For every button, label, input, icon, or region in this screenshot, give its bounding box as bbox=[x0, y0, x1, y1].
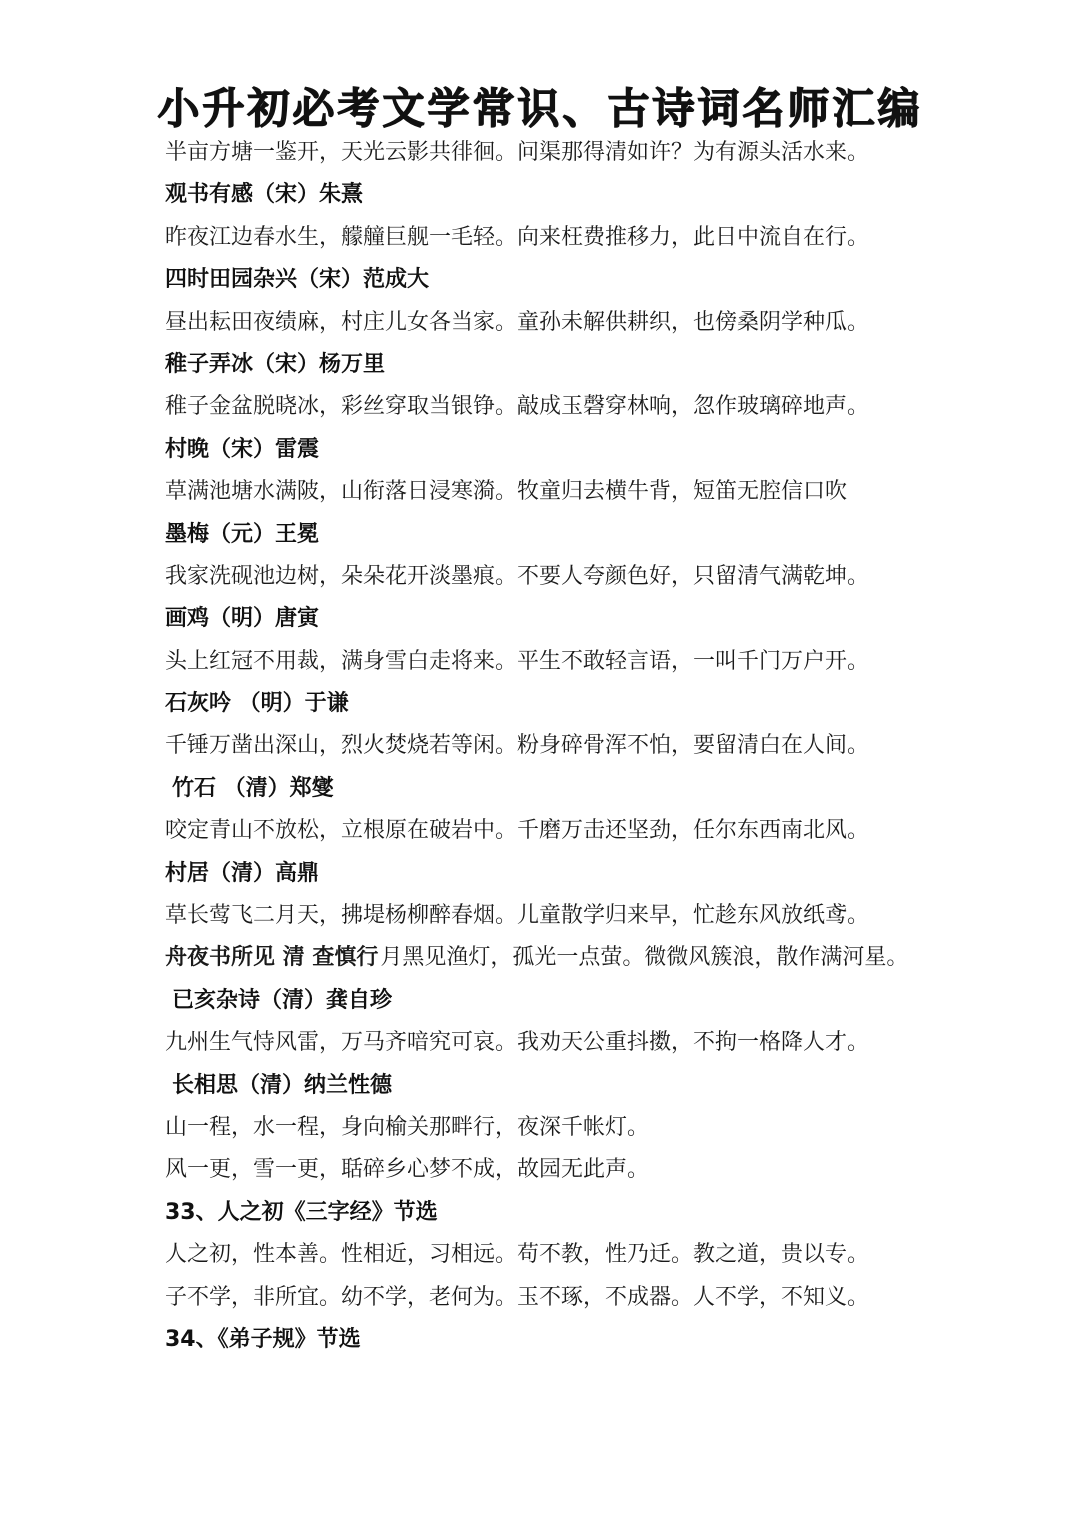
poem-list bbox=[165, 132, 1045, 1361]
verse-line: 子不学，非所宜。幼不学，老何为。玉不琢，不成器。人不学，不知义。 bbox=[165, 1284, 870, 1310]
poem-heading: 长相思（清）纳兰性德 bbox=[172, 1072, 393, 1098]
poem-heading: 墨梅（元）王冕 bbox=[165, 521, 320, 547]
verse-line: 风一更，雪一更，聒碎乡心梦不成，故园无此声。 bbox=[165, 1157, 650, 1183]
poem-heading: 村晚（宋）雷震 bbox=[165, 436, 320, 462]
verse-line: 山一程，水一程，身向榆关那畔行，夜深千帐灯。 bbox=[165, 1114, 650, 1140]
verse-line: 千锤万凿出深山，烈火焚烧若等闲。粉身碎骨浑不怕，要留清白在人间。 bbox=[165, 733, 870, 759]
poem-heading: 村居（清）高鼎 bbox=[165, 860, 320, 886]
verse-line: 头上红冠不用裁，满身雪白走将来。平生不敢轻言语，一叫千门万户开。 bbox=[165, 648, 870, 674]
section-heading: 34、《弟子规》节选 bbox=[165, 1326, 361, 1352]
poem-heading: 石灰吟 （明）于谦 bbox=[165, 691, 349, 717]
poem-heading: 稚子弄冰（宋）杨万里 bbox=[165, 351, 386, 377]
verse-line: 九州生气恃风雷，万马齐喑究可哀。我劝天公重抖擞，不拘一格降人才。 bbox=[165, 1030, 870, 1056]
poem-heading: 画鸡（明）唐寅 bbox=[165, 606, 320, 632]
verse-line: 半亩方塘一鉴开，天光云影共徘徊。问渠那得清如许？为有源头活水来。 bbox=[165, 140, 870, 165]
verse-line: 我家洗砚池边树，朵朵花开淡墨痕。不要人夸颜色好，只留清气满乾坤。 bbox=[165, 563, 870, 589]
page-title: 小升初必考文学常识、古诗词名师汇编 bbox=[157, 84, 923, 133]
poem-heading: 已亥杂诗（清）龚自珍 bbox=[172, 987, 393, 1013]
poem-heading: 观书有感（宋）朱熹 bbox=[165, 182, 364, 208]
section-heading: 33、人之初《三字经》节选 bbox=[165, 1199, 438, 1225]
verse-line: 昨夜江边春水生，艨艟巨舰一毛轻。向来枉费推移力，此日中流自在行。 bbox=[165, 224, 870, 250]
poem-heading: 四时田园杂兴（宋）范成大 bbox=[165, 267, 430, 293]
verse-line: 人之初，性本善。性相近，习相远。苟不教，性乃迁。教之道，贵以专。 bbox=[165, 1242, 870, 1268]
verse-line: 昼出耘田夜绩麻，村庄儿女各当家。童孙未解供耕织，也傍桑阴学种瓜。 bbox=[165, 309, 870, 335]
poem-heading: 竹石 （清）郑燮 bbox=[172, 775, 334, 801]
verse-line: 稚子金盆脱晓冰，彩丝穿取当银铮。敲成玉磬穿林响，忽作玻璃碎地声。 bbox=[165, 394, 870, 420]
verse-line: 草长莺飞二月天，拂堤杨柳醉春烟。儿童散学归来早，忙趁东风放纸鸢。 bbox=[165, 903, 870, 929]
verse-line: 草满池塘水满陂，山衔落日浸寒漪。牧童归去横牛背，短笛无腔信口吹 bbox=[165, 479, 848, 505]
verse-inline: 月黑见渔灯，孤光一点萤。微微风簇浪，散作满河星。 bbox=[380, 945, 909, 971]
mixed-line bbox=[165, 937, 1045, 979]
verse-line: 咬定青山不放松，立根原在破岩中。千磨万击还坚劲，任尔东西南北风。 bbox=[165, 818, 870, 844]
poem-heading-inline: 舟夜书所见 清 查慎行 bbox=[165, 945, 379, 971]
